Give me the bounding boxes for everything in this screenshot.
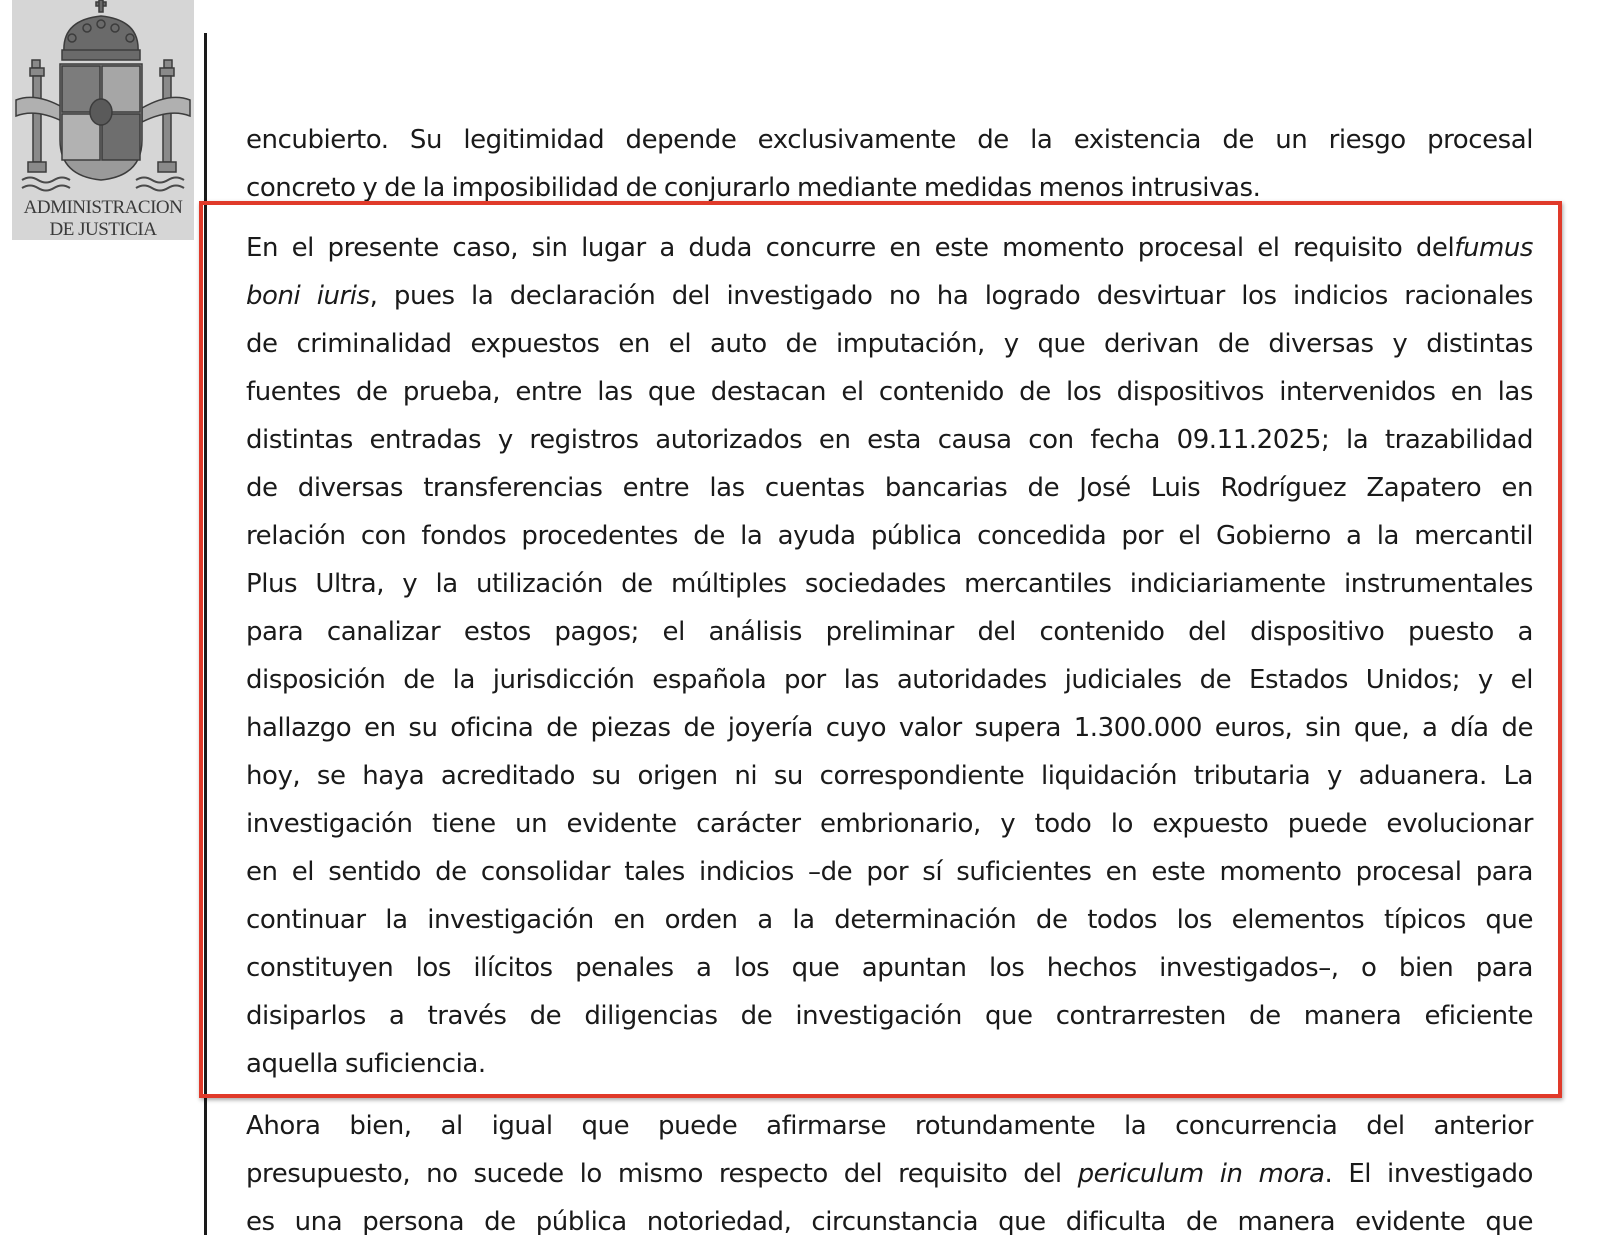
text-line: hoy, se haya acreditado su origen ni su correspondiente liquidación tributaria y aduanera. La	[246, 761, 1533, 791]
text-line: de diversas transferencias entre las cuentas bancarias de José Luis Rodríguez Zapatero en	[246, 473, 1533, 503]
text-line: disiparlos a través de diligencias de investigación que contrarresten de manera eficiente	[246, 1001, 1533, 1031]
coat-of-arms-icon	[12, 0, 194, 200]
text-line: boni iuris, pues la declaración del investigado no ha logrado desvirtuar los indicios racionales	[246, 281, 1533, 311]
text-line: concreto y de la imposibilidad de conjurarlo mediante medidas menos intrusivas.	[246, 173, 1261, 203]
text-line: relación con fondos procedentes de la ayuda pública concedida por el Gobierno a la mercantil	[246, 521, 1533, 551]
text-line: es una persona de pública notoriedad, circunstancia que dificulta de manera evidente que	[246, 1207, 1533, 1235]
logo-caption-line2: DE JUSTICIA	[49, 219, 157, 240]
text-line: En el presente caso, sin lugar a duda concurre en este momento procesal el requisito delfumus	[246, 233, 1533, 263]
text-line: encubierto. Su legitimidad depende exclusivamente de la existencia de un riesgo procesal	[246, 125, 1533, 155]
text-line: en el sentido de consolidar tales indicios –de por sí suficientes en este momento procesal para	[246, 857, 1533, 887]
text-line: para canalizar estos pagos; el análisis preliminar del contenido del dispositivo puesto a	[246, 617, 1533, 647]
text-line: disposición de la jurisdicción española por las autoridades judiciales de Estados Unidos; y el	[246, 665, 1533, 695]
text-line: fuentes de prueba, entre las que destacan el contenido de los dispositivos intervenidos en las	[246, 377, 1533, 407]
text-line: continuar la investigación en orden a la determinación de todos los elementos típicos que	[246, 905, 1533, 935]
text-line: investigación tiene un evidente carácter embrionario, y todo lo expuesto puede evolucionar	[246, 809, 1533, 839]
left-margin-rule	[204, 33, 207, 1235]
text-line: hallazgo en su oficina de piezas de joyería cuyo valor supera 1.300.000 euros, sin que, a día de	[246, 713, 1533, 743]
paragraph-next	[246, 1102, 1533, 1235]
paragraph-previous	[246, 116, 1533, 212]
text-line: Ahora bien, al igual que puede afirmarse rotundamente la concurrencia del anterior	[246, 1111, 1533, 1141]
logo-caption-line1: ADMINISTRACION	[23, 197, 183, 218]
text-line: aquella suficiencia.	[246, 1049, 486, 1079]
text-line: presupuesto, no sucede lo mismo respecto del requisito del periculum in mora. El investigado	[246, 1159, 1533, 1189]
administracion-de-justicia-logo	[12, 0, 194, 240]
paragraph-highlighted	[246, 224, 1533, 1088]
text-line: de criminalidad expuestos en el auto de imputación, y que derivan de diversas y distintas	[246, 329, 1533, 359]
text-line: constituyen los ilícitos penales a los que apuntan los hechos investigados–, o bien para	[246, 953, 1533, 983]
text-line: distintas entradas y registros autorizados en esta causa con fecha 09.11.2025; la trazabilidad	[246, 425, 1533, 455]
text-line: Plus Ultra, y la utilización de múltiples sociedades mercantiles indiciariamente instrumentales	[246, 569, 1533, 599]
